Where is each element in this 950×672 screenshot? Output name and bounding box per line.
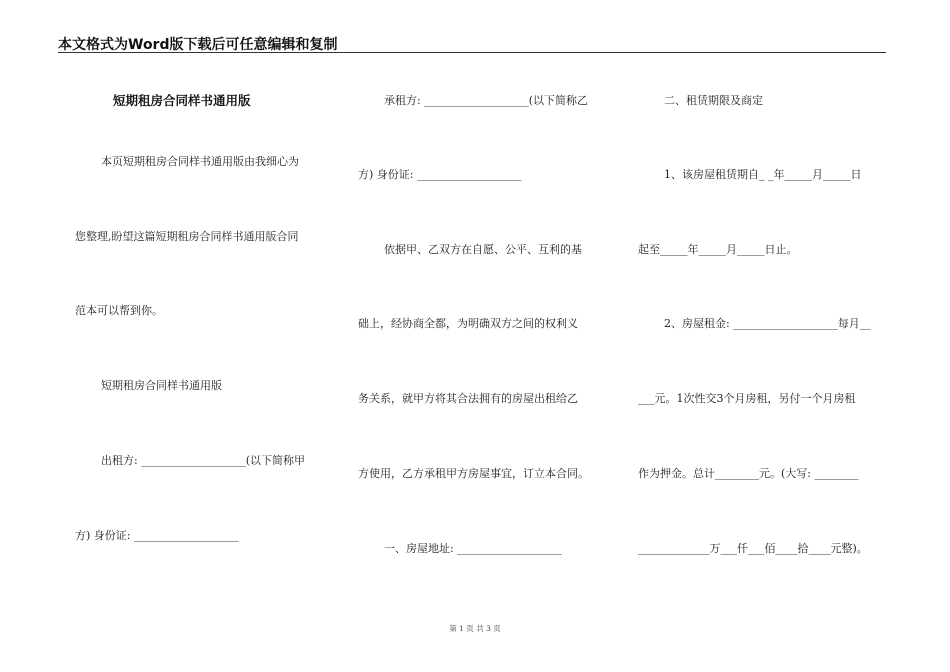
rent-line: _____________万___仟___佰____拾____元整)。 — [638, 542, 868, 555]
term-line: 起至_____年_____月_____日止。 — [638, 243, 798, 256]
header-rule — [58, 52, 886, 53]
paragraph-line: 您整理,盼望这篇短期租房合同样书通用版合同 — [75, 230, 299, 243]
rent-line: ___元。1次性交3个月房租，另付一个月房租 — [638, 392, 856, 405]
lessee-line: 承租方: ___________________(以下简称乙 — [384, 94, 588, 107]
page-number: 第 1 页 共 3 页 — [449, 624, 501, 633]
lessor-line: 出租方: ___________________(以下简称甲 — [101, 454, 305, 467]
section-heading: 短期租房合同样书通用版 — [101, 379, 222, 392]
rent-line: 2、房屋租金: ___________________每月__ — [664, 317, 871, 330]
paragraph-line: 依据甲、乙双方在自愿、公平、互利的基 — [384, 243, 582, 256]
paragraph-line: 本页短期租房合同样书通用版由我细心为 — [101, 155, 299, 168]
lessor-id-line: 方) 身份证: ___________________ — [75, 529, 239, 542]
address-line: 一、房屋地址: ___________________ — [384, 542, 562, 555]
document-banner: 本文格式为Word版下载后可任意编辑和复制 — [58, 37, 338, 53]
rent-line: 作为押金。总计________元。(大写: ________ — [638, 467, 859, 480]
term-line: 1、该房屋租赁期自_ _年_____月_____日 — [664, 168, 862, 181]
paragraph-line: 务关系，就甲方将其合法拥有的房屋出租给乙 — [358, 392, 578, 405]
paragraph-line: 范本可以帮到你。 — [75, 304, 163, 317]
paragraph-line: 础上，经协商全都，为明确双方之间的权利义 — [358, 317, 578, 330]
document-title: 短期租房合同样书通用版 — [113, 93, 251, 108]
paragraph-line: 方使用，乙方承租甲方房屋事宜，订立本合同。 — [358, 467, 589, 480]
section-heading: 二、租赁期限及商定 — [664, 94, 763, 107]
lessee-id-line: 方) 身份证: ___________________ — [358, 168, 522, 181]
